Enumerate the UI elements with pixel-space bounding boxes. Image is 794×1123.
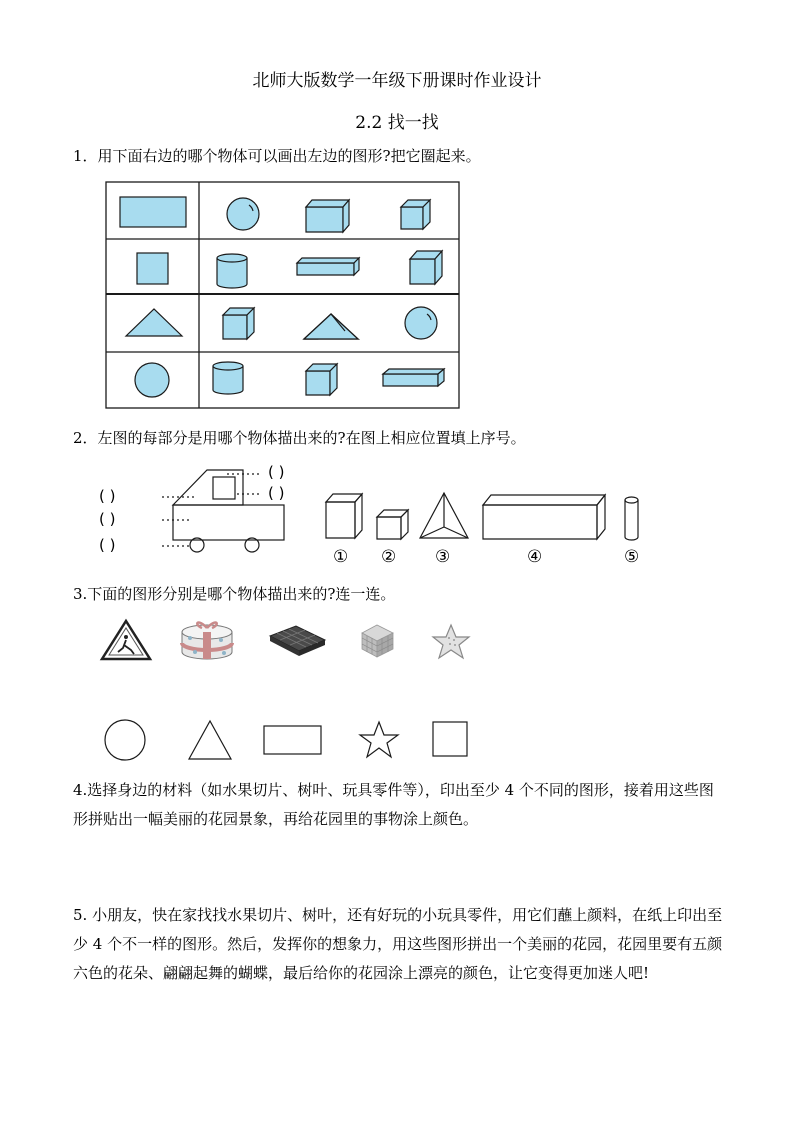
answer-blank-left-3[interactable]: ( ) xyxy=(99,536,116,554)
lesson-subtitle: 2.2 找一找 xyxy=(355,113,439,133)
answer-blank-left-2[interactable]: ( ) xyxy=(99,510,116,528)
rectangle-outline[interactable] xyxy=(264,726,321,754)
solid-label-3: ③ xyxy=(435,547,451,567)
question-2-text: 2．左图的每部分是用哪个物体描出来的?在图上相应位置填上序号。 xyxy=(73,429,526,447)
triangle-outline[interactable] xyxy=(189,721,231,759)
answer-blank-top-2[interactable]: ( ) xyxy=(268,484,285,502)
solid-label-1: ① xyxy=(333,547,349,567)
question-5-text: 5. 小朋友，快在家找找水果切片、树叶，还有好玩的小玩具零件，用它们蘸上颜料，在纸上印出至少 4 个不一样的图形。然后，发挥你的想象力，用这些图形拼出一个美丽的花园，花园里要有五颜六色的花朵、翩翩起舞的蝴蝶，最后给你的花园涂上漂亮的颜色，让它变得更加迷人吧! xyxy=(73,906,723,982)
warning-sign-object[interactable] xyxy=(102,621,150,659)
answer-blank-top-1[interactable]: ( ) xyxy=(268,463,285,481)
gift-box-object[interactable] xyxy=(182,623,232,659)
question-4-text: 4.选择身边的材料（如水果切片、树叶、玩具零件等），印出至少 4 个不同的图形，接着用这些图形拼贴出一幅美丽的花园景象，再给花园里的事物涂上颜色。 xyxy=(73,781,714,828)
solid-label-2: ② xyxy=(381,547,397,567)
question-3-text: 3.下面的图形分别是哪个物体描出来的?连一连。 xyxy=(73,585,396,603)
chocolate-bar-object[interactable] xyxy=(270,626,325,656)
star-cookie-object[interactable] xyxy=(433,625,469,658)
circle-outline[interactable] xyxy=(105,720,145,760)
answer-blank-left-1[interactable]: ( ) xyxy=(99,487,116,505)
square-outline[interactable] xyxy=(433,722,467,756)
solid-label-5: ⑤ xyxy=(624,547,640,567)
star-outline[interactable] xyxy=(360,722,398,757)
question-1-text: 1．用下面右边的哪个物体可以画出左边的图形?把它圈起来。 xyxy=(73,147,481,165)
solid-label-4: ④ xyxy=(527,547,543,567)
page-title: 北师大版数学一年级下册课时作业设计 xyxy=(252,71,542,91)
rubiks-cube-object[interactable] xyxy=(362,625,393,657)
